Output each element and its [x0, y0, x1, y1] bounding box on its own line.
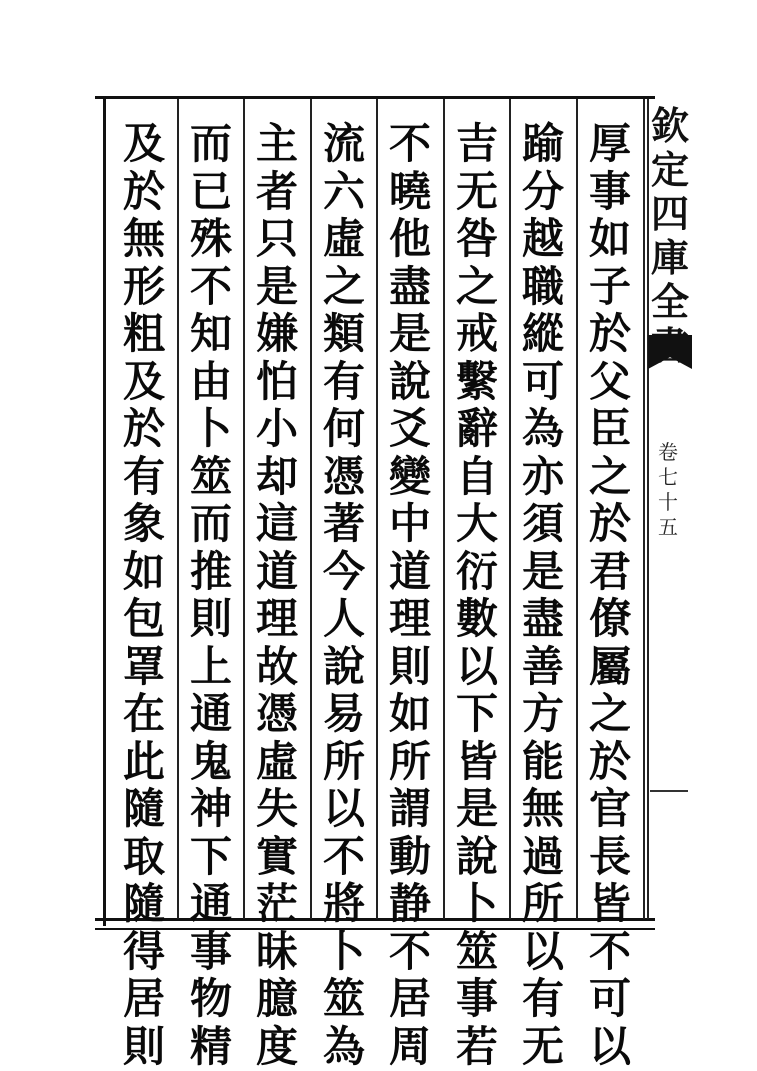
text-column: 不 曉 他 盡 是 說 爻 變 中 道 理 則 如 所 謂 動 静 不 居 周: [388, 119, 431, 1071]
text-column: 流 六 虛 之 類 有 何 憑 著 今 人 說 易 所 以 不 將 卜 筮 為: [322, 119, 365, 1071]
bottom-border: [95, 918, 655, 921]
column-divider: [643, 99, 645, 919]
top-border: [95, 96, 655, 99]
juan-number: 卷 七 十 五: [658, 440, 678, 539]
column-divider: [576, 99, 578, 919]
column-divider: [509, 99, 511, 919]
left-border: [103, 96, 106, 926]
bottom-border-inner: [95, 928, 655, 930]
text-column: 及 於 無 形 粗 及 於 有 象 如 包 罩 在 此 隨 取 隨 得 居 則: [122, 119, 165, 1071]
book-title: 欽 定 四 庫 全: [650, 103, 689, 324]
text-column: 厚 事 如 子 於 父 臣 之 於 君 僚 屬 之 於 官 長 皆 不 可 以: [588, 119, 631, 1071]
column-divider: [310, 99, 312, 919]
column-divider: [443, 99, 445, 919]
column-divider: [177, 99, 179, 919]
text-column: 吉 无 咎 之 戒 繫 辭 自 大 衍 數 以 下 皆 是 說 卜 筮 事 若: [455, 119, 498, 1071]
text-column: 而 已 殊 不 知 由 卜 筮 而 推 則 上 通 鬼 神 下 通 事 物 精: [189, 119, 232, 1071]
text-column: 主 者 只 是 嫌 怕 小 却 這 道 理 故 憑 虛 失 實 茫 昧 臆 度: [255, 119, 298, 1071]
column-divider: [243, 99, 245, 919]
column-divider: [376, 99, 378, 919]
margin-tick: [650, 790, 688, 792]
text-column: 踰 分 越 職 縱 可 為 亦 須 是 盡 善 方 能 無 過 所 以 有 无: [521, 119, 564, 1071]
margin-divider: [647, 99, 649, 919]
